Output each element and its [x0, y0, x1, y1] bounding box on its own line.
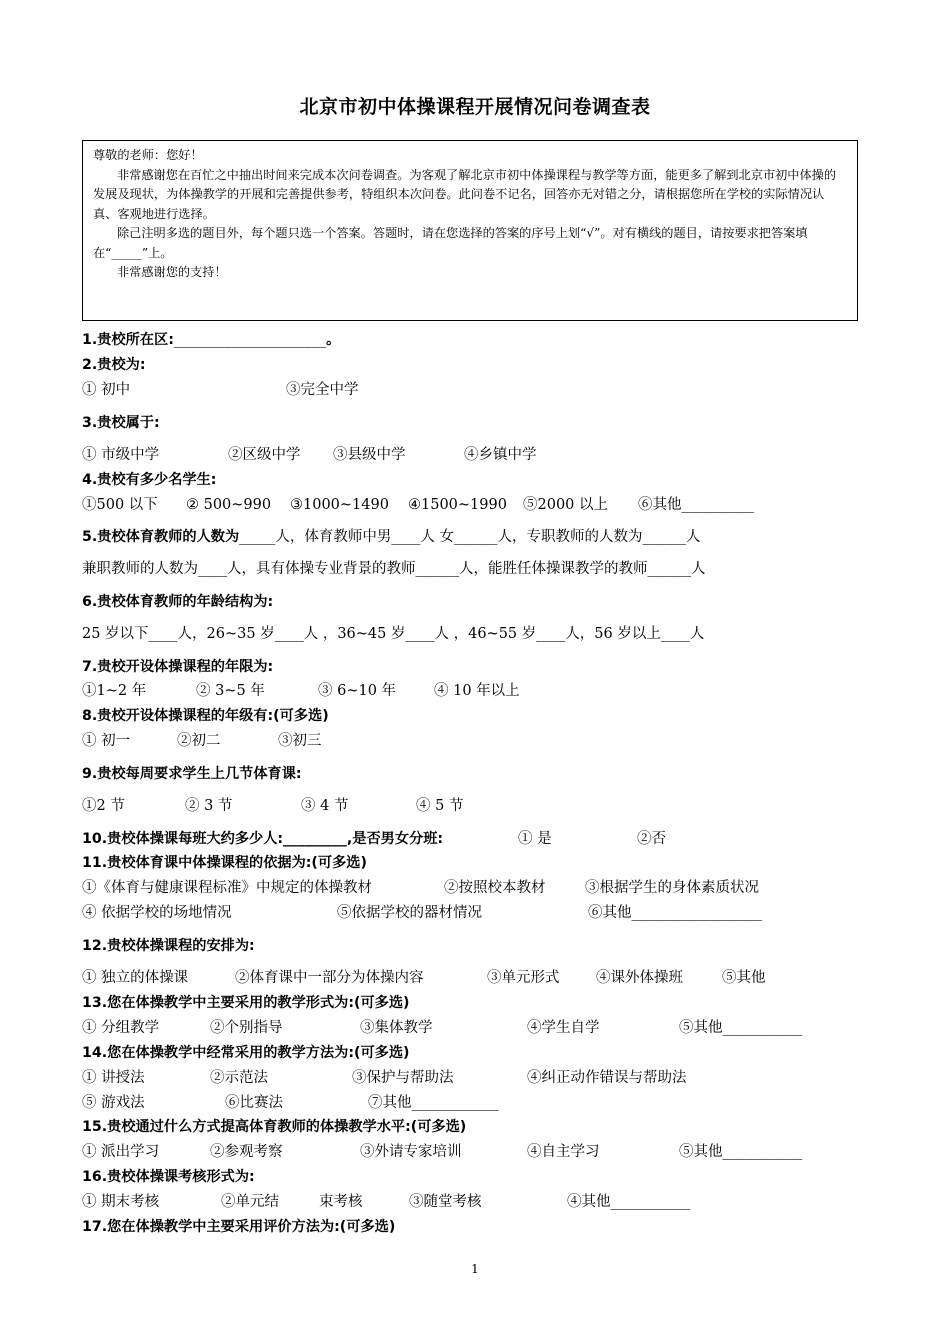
intro-paragraph-3: 非常感谢您的支持！	[117, 265, 227, 279]
q9-option-2[interactable]: ② 3 节	[185, 798, 233, 814]
q12-option-4[interactable]: ④课外体操班	[596, 970, 683, 986]
q14-option-7[interactable]: ⑦其他____________	[368, 1095, 499, 1111]
intro-greeting: 尊敬的老师：您好！	[93, 148, 203, 162]
q13-option-3[interactable]: ③集体教学	[360, 1020, 433, 1036]
question-1-label: 1.贵校所在区:	[82, 332, 174, 348]
q15-option-1[interactable]: ① 派出学习	[82, 1144, 160, 1160]
q11-option-3[interactable]: ③根据学生的身体素质状况	[585, 880, 759, 896]
question-10	[82, 830, 666, 848]
q13-option-4[interactable]: ④学生自学	[527, 1020, 600, 1036]
question-14-options-row-1	[82, 1069, 687, 1087]
question-7-options	[82, 682, 520, 700]
question-7-label: 7.贵校开设体操课程的年限为:	[82, 659, 274, 675]
q9-option-4[interactable]: ④ 5 节	[416, 798, 464, 814]
question-5-line-1	[82, 528, 701, 546]
q8-option-3[interactable]: ③初三	[278, 733, 322, 749]
question-12-options	[82, 969, 766, 987]
q4-option-1[interactable]: ①500 以下	[82, 497, 158, 513]
q11-option-2[interactable]: ②按照校本教材	[444, 880, 546, 896]
question-5-line-2[interactable]: 兼职教师的人数为____人，具有体操专业背景的教师______人，能胜任体操课教学的教师______人	[82, 561, 706, 577]
question-1	[82, 331, 340, 349]
question-15-label: 15.贵校通过什么方式提高体育教师的体操教学水平:(可多选)	[82, 1119, 467, 1135]
question-2-label: 2.贵校为:	[82, 357, 146, 373]
q14-option-1[interactable]: ① 讲授法	[82, 1070, 145, 1086]
question-8-options	[82, 732, 322, 750]
question-11-label: 11.贵校体育课中体操课程的依据为:(可多选)	[82, 855, 367, 871]
district-blank[interactable]: _____________________	[173, 332, 327, 348]
question-12-label: 12.贵校体操课程的安排为:	[82, 938, 255, 954]
q7-option-1[interactable]: ①1~2 年	[82, 683, 147, 699]
q3-option-4[interactable]: ④乡镇中学	[464, 447, 537, 463]
question-16-options	[82, 1193, 690, 1211]
q2-option-3[interactable]: ③完全中学	[286, 382, 359, 398]
question-15-options	[82, 1143, 802, 1161]
q10-option-2[interactable]: ②否	[637, 831, 666, 847]
question-3-options	[82, 446, 537, 464]
question-8-label: 8.贵校开设体操课程的年级有:(可多选)	[82, 708, 329, 724]
intro-paragraph-1: 非常感谢您在百忙之中抽出时间来完成本次问卷调查。为客观了解北京市初中体操课程与教学等方面，能更多了解到北京市初中体操的发展及现状，为体操教学的开展和完善提供参考，特组织本次问卷。此问卷不记名，回答亦无对错之分，请根据您所在学校的实际情况认真、客观地进行选择。	[93, 167, 837, 221]
q8-option-1[interactable]: ① 初一	[82, 733, 131, 749]
q14-option-3[interactable]: ③保护与帮助法	[352, 1070, 454, 1086]
question-17-label: 17.您在体操教学中主要采用评价方法为:(可多选)	[82, 1219, 396, 1235]
q3-option-1[interactable]: ① 市级中学	[82, 447, 160, 463]
question-10-label: 10.贵校体操课每班大约多少人:_________,是否男女分班:	[82, 831, 444, 847]
q14-option-4[interactable]: ④纠正动作错误与帮助法	[527, 1070, 687, 1086]
q3-option-2[interactable]: ②区级中学	[228, 447, 301, 463]
q12-option-1[interactable]: ① 独立的体操课	[82, 970, 189, 986]
q14-option-6[interactable]: ⑥比赛法	[225, 1095, 283, 1111]
q16-option-2[interactable]: ②单元结	[221, 1194, 279, 1210]
q4-option-6[interactable]: ⑥其他__________	[638, 497, 754, 513]
question-16-label: 16.贵校体操课考核形式为:	[82, 1169, 255, 1185]
q10-option-1[interactable]: ① 是	[518, 831, 552, 847]
question-3-label: 3.贵校属于:	[82, 415, 160, 431]
q16-option-2-continued[interactable]: 束考核	[319, 1194, 363, 1210]
q4-option-3[interactable]: ③1000~1490	[290, 497, 389, 513]
question-9-label: 9.贵校每周要求学生上几节体育课:	[82, 766, 302, 782]
intro-box	[82, 140, 858, 321]
page-number: 1	[471, 1262, 479, 1276]
question-1-end: 。	[326, 332, 341, 348]
q2-option-1[interactable]: ① 初中	[82, 382, 131, 398]
q11-option-4[interactable]: ④ 依据学校的场地情况	[82, 905, 232, 921]
question-9-options	[82, 797, 463, 815]
q13-option-5[interactable]: ⑤其他___________	[679, 1020, 803, 1036]
question-11-options-row-2	[82, 904, 762, 922]
q12-option-5[interactable]: ⑤其他	[722, 970, 766, 986]
q5-teacher-count-fields[interactable]: _____人，体育教师中男____人 女______人，专职教师的人数为______人	[239, 529, 701, 545]
q8-option-2[interactable]: ②初二	[177, 733, 221, 749]
q11-option-5[interactable]: ⑤依据学校的器材情况	[337, 905, 482, 921]
q9-option-1[interactable]: ①2 节	[82, 798, 125, 814]
question-4-options	[82, 496, 754, 514]
question-11-options-row-1	[82, 879, 759, 897]
q13-option-1[interactable]: ① 分组教学	[82, 1020, 160, 1036]
question-5-label: 5.贵校体育教师的人数为	[82, 529, 240, 545]
q7-option-2[interactable]: ② 3~5 年	[196, 683, 265, 699]
q13-option-2[interactable]: ②个别指导	[210, 1020, 283, 1036]
question-4-label: 4.贵校有多少名学生:	[82, 472, 217, 488]
q12-option-3[interactable]: ③单元形式	[487, 970, 560, 986]
q14-option-2[interactable]: ②示范法	[210, 1070, 268, 1086]
question-6-age-fields[interactable]: 25 岁以下____人，26~35 岁____人 ，36~45 岁____人 ，46~55 岁____人，56 岁以上____人	[82, 626, 705, 642]
q15-option-3[interactable]: ③外请专家培训	[360, 1144, 462, 1160]
q16-option-4[interactable]: ④其他___________	[567, 1194, 691, 1210]
q3-option-3[interactable]: ③县级中学	[333, 447, 406, 463]
question-13-label: 13.您在体操教学中主要采用的教学形式为:(可多选)	[82, 995, 410, 1011]
q9-option-3[interactable]: ③ 4 节	[301, 798, 349, 814]
q4-option-5[interactable]: ⑤2000 以上	[523, 497, 609, 513]
q4-option-2[interactable]: ② 500~990	[186, 497, 272, 513]
q11-option-1[interactable]: ①《体育与健康课程标准》中规定的体操教材	[82, 880, 372, 896]
q15-option-2[interactable]: ②参观考察	[210, 1144, 283, 1160]
q4-option-4[interactable]: ④1500~1990	[408, 497, 507, 513]
question-14-options-row-2	[82, 1094, 499, 1112]
q14-option-5[interactable]: ⑤ 游戏法	[82, 1095, 145, 1111]
question-6-label: 6.贵校体育教师的年龄结构为:	[82, 594, 274, 610]
q7-option-3[interactable]: ③ 6~10 年	[318, 683, 397, 699]
intro-paragraph-2: 除己注明多选的题目外，每个题只选一个答案。答题时，请在您选择的答案的序号上划“√”。对有横线的题目，请按要求把答案填在“_____”上。	[93, 226, 808, 260]
q15-option-4[interactable]: ④自主学习	[527, 1144, 600, 1160]
q11-option-6[interactable]: ⑥其他__________________	[588, 905, 762, 921]
q16-option-3[interactable]: ③随堂考核	[409, 1194, 482, 1210]
question-13-options	[82, 1019, 802, 1037]
q16-option-1[interactable]: ① 期末考核	[82, 1194, 160, 1210]
question-14-label: 14.您在体操教学中经常采用的教学方法为:(可多选)	[82, 1045, 410, 1061]
document-title: 北京市初中体操课程开展情况问卷调查表	[299, 96, 651, 118]
q12-option-2[interactable]: ②体育课中一部分为体操内容	[235, 970, 424, 986]
question-2-options	[82, 381, 359, 399]
q15-option-5[interactable]: ⑤其他___________	[679, 1144, 803, 1160]
q7-option-4[interactable]: ④ 10 年以上	[434, 683, 520, 699]
